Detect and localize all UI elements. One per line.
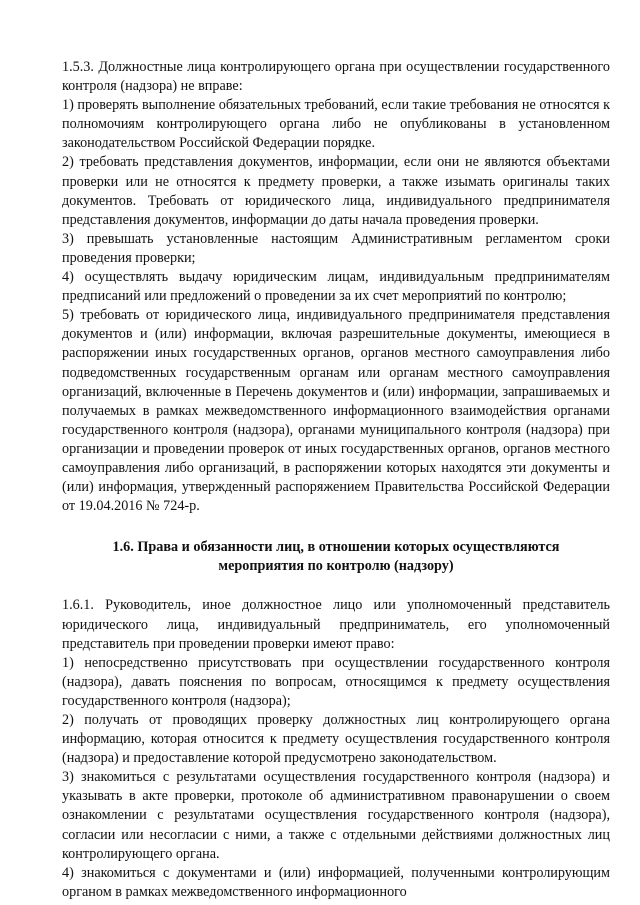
list-item: 4) осуществлять выдачу юридическим лицам, индивидуальным предпринимателям предписаний или предложений о проведении за их счет мероприятий по контролю; bbox=[62, 269, 610, 305]
list-item: 1) непосредственно присутствовать при осуществлении государственного контроля (надзора), давать пояснения по вопросам, относящимся к предмету осуществления государственного контроля (надзора); bbox=[62, 654, 610, 709]
list-item: 2) требовать представления документов, информации, если они не являются объектами проверки или не относятся к предмету проверки, а также изымать оригиналы таких документов. Требовать от юридического лица, индивидуального предпринимателя представления документов, информации до даты начала проведения проверки. bbox=[62, 154, 610, 228]
list-item: 1) проверять выполнение обязательных требований, если такие требования не относятся к полномочиям контролирующего органа либо не опубликованы в установленном законодательством Российской Федерации порядке. bbox=[62, 97, 610, 152]
section-heading-line: мероприятия по контролю (надзору) bbox=[218, 558, 454, 575]
list-item: 3) превышать установленные настоящим Административным регламентом сроки проведения проверки; bbox=[62, 230, 610, 266]
section-1-5-3-intro: 1.5.3. Должностные лица контролирующего органа при осуществлении государственного контроля (надзора) не вправе: bbox=[62, 59, 610, 95]
list-item: 3) знакомиться с результатами осуществления государственного контроля (надзора) и указывать в акте проверки, протоколе об административном правонарушении о своем ознакомлении с результатами осуществления государственного контроля (надзора), согласии или несогласии с ними, а также с отдельными действиями должностных лиц контролирующего органа. bbox=[62, 769, 610, 862]
list-item: 2) получать от проводящих проверку должностных лиц контролирующего органа информацию, которая относится к предмету осуществления государственного контроля (надзора) и предоставление которой предусмотрено законодательством. bbox=[62, 712, 610, 767]
section-heading-line: 1.6. Права и обязанности лиц, в отношении которых осуществляются bbox=[112, 539, 560, 556]
document-page bbox=[62, 58, 610, 902]
list-item: 4) знакомиться с документами и (или) информацией, полученными контролирующим органом в рамках межведомственного информационного bbox=[62, 864, 610, 900]
section-1-6-1-intro: 1.6.1. Руководитель, иное должностное лицо или уполномоченный представитель юридического лица, индивидуальный предприниматель, его уполномоченный представитель при проведении проверки имеют право: bbox=[62, 597, 610, 652]
section-1-6-heading bbox=[62, 538, 610, 576]
list-item: 5) требовать от юридического лица, индивидуального предпринимателя представления документов и (или) информации, включая разрешительные документы, имеющиеся в распоряжении иных государственных органов, органов местного самоуправления либо подведомственных государственным органам или органам местного самоуправления организаций, включенные в Перечень документов и (или) информации, запрашиваемых и получаемых в рамках межведомственного информационного взаимодействия органами государственного контроля (надзора), органами муниципального контроля (надзора) при организации и проведении проверок от иных государственных органов, органов местного самоуправления либо организаций, в распоряжении которых находятся эти документы и (или) информация, утвержденный распоряжением Правительства Российской Федерации от 19.04.2016 № 724-р. bbox=[62, 307, 610, 515]
